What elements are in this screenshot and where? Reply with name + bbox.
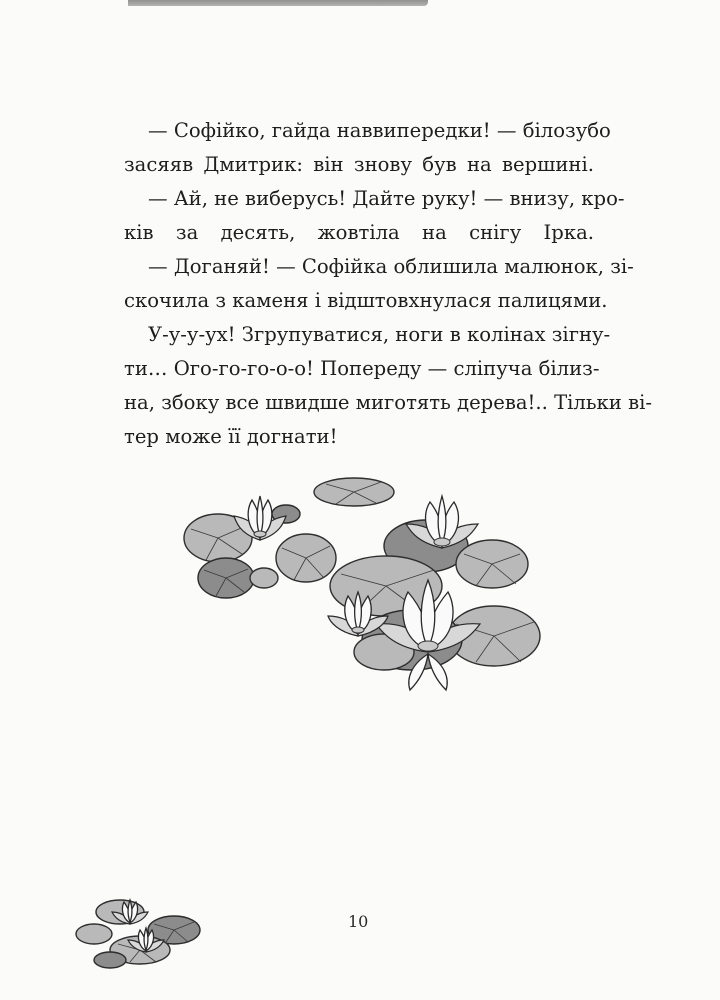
text-line-8: ти… Ого-го-го-о-о! Попереду — сліпуча білиз- <box>124 357 600 380</box>
text-line-9: на, збоку все швидше миготять дерева!.. Тільки ві- <box>124 391 652 414</box>
text-line-5: — Доганяй! — Софійка облишила малюнок, зі- <box>148 255 634 278</box>
story-text <box>124 114 652 454</box>
text-line-1: — Софійко, гайда наввипередки! — білозубо <box>148 119 611 142</box>
text-line-6: скочила з каменя і відштовхнулася палицями. <box>124 289 608 312</box>
page-number: 10 <box>348 912 369 931</box>
small-water-lilies-illustration <box>70 888 210 972</box>
text-line-10: тер може її догнати! <box>124 425 338 448</box>
water-lilies-illustration <box>176 474 542 694</box>
text-line-2: засяяв Дмитрик: він знову був на вершині. <box>124 153 594 176</box>
text-line-3: — Ай, не виберусь! Дайте руку! — внизу, кро- <box>148 187 625 210</box>
text-line-4: ків за десять, жовтіла на снігу Ірка. <box>124 221 594 244</box>
top-cut-text-fragment <box>128 0 428 6</box>
text-line-7: У-у-у-ух! Згрупуватися, ноги в колінах зігну- <box>148 323 611 346</box>
